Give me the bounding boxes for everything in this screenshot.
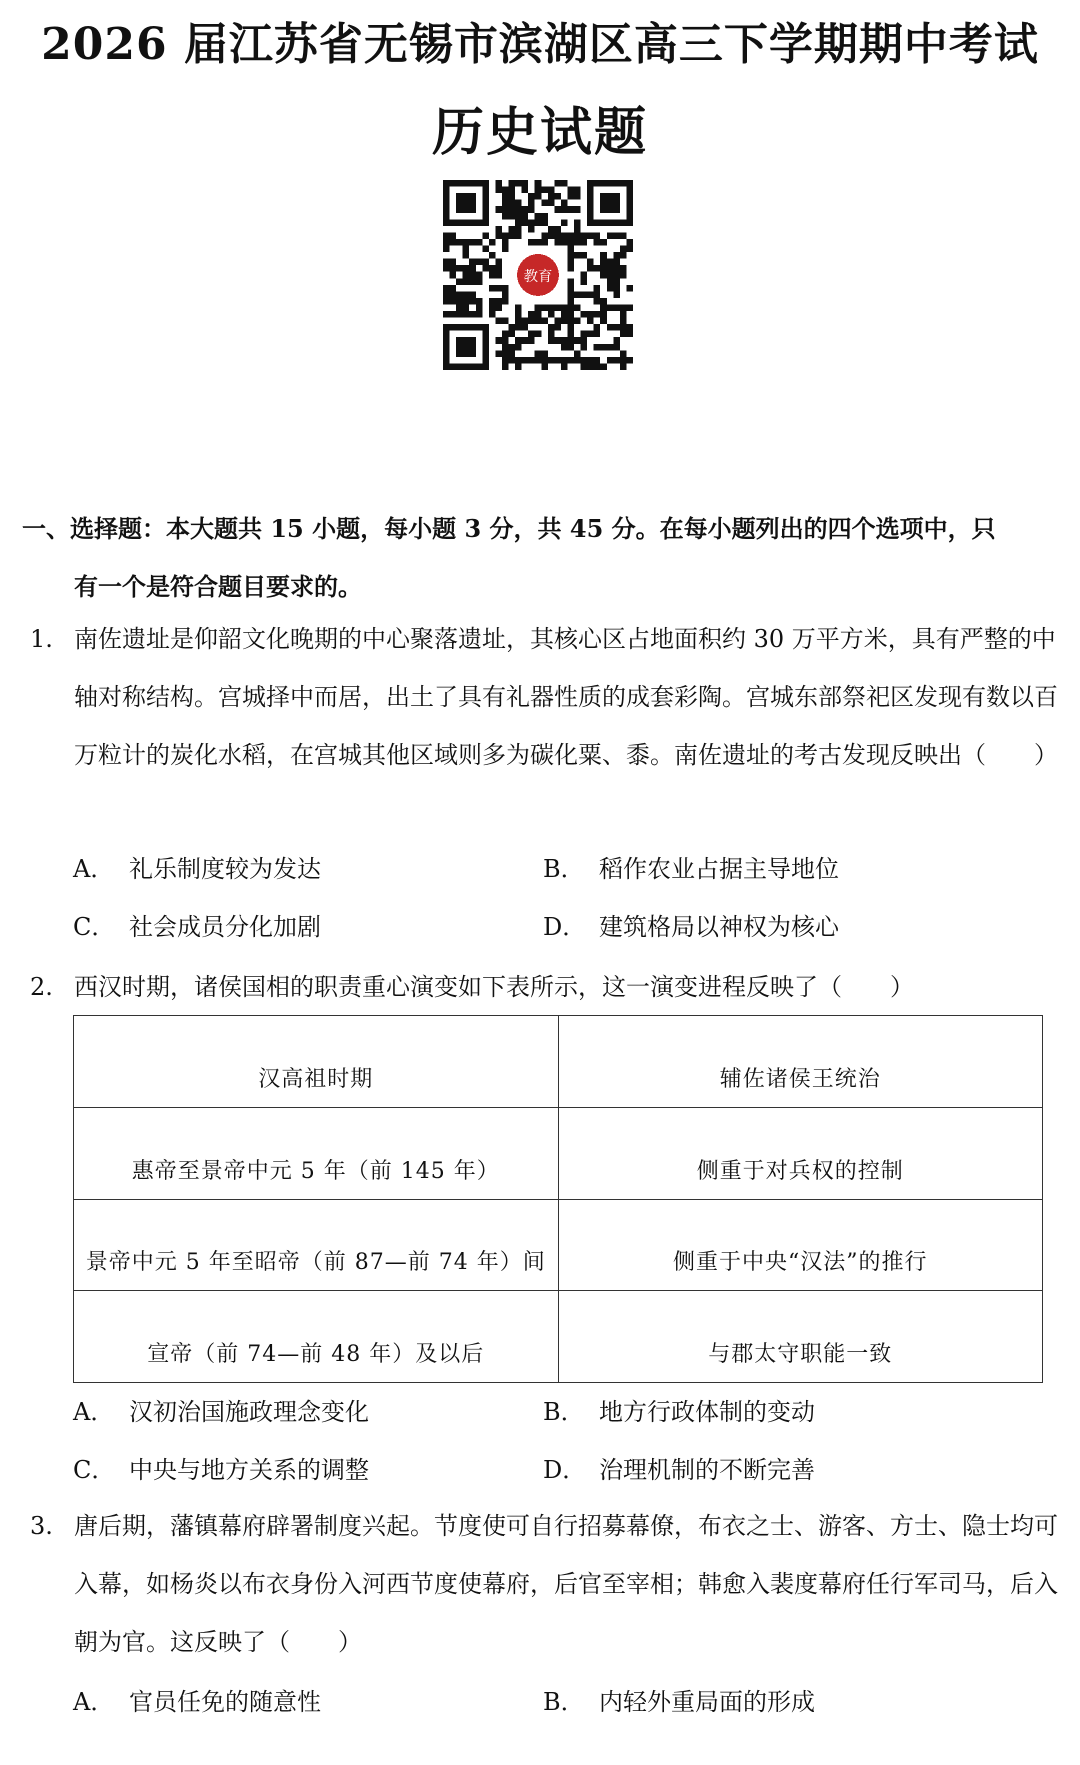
option-a[interactable] (73, 1396, 369, 1428)
table-cell: 侧重于对兵权的控制 (558, 1107, 1043, 1199)
option-letter: B． (543, 1688, 585, 1716)
option-d[interactable] (543, 911, 839, 943)
option-d[interactable] (543, 1454, 815, 1486)
option-text: 内轻外重局面的形成 (599, 1688, 815, 1716)
option-letter: B． (543, 1398, 585, 1426)
option-letter: A． (73, 1398, 115, 1426)
table-cell: 辅佐诸侯王统治 (558, 1016, 1043, 1108)
table-row (74, 1016, 1043, 1108)
option-c[interactable] (73, 911, 321, 943)
option-letter: C． (73, 1456, 116, 1484)
question-number: 3. (30, 1512, 53, 1540)
table-cell: 与郡太守职能一致 (558, 1291, 1043, 1383)
option-text: 汉初治国施政理念变化 (129, 1398, 369, 1426)
option-text: 建筑格局以神权为核心 (599, 913, 839, 941)
option-letter: D． (543, 1456, 587, 1484)
qr-code-icon[interactable] (443, 180, 633, 370)
table-row (74, 1107, 1043, 1199)
option-letter: A． (73, 1688, 115, 1716)
option-letter: D． (543, 913, 587, 941)
question-stem: 南佐遗址是仰韶文化晚期的中心聚落遗址，其核心区占地面积约 30 万平方米，具有严整的中轴对称结构。宫城择中而居，出土了具有礼器性质的成套彩陶。宫城东部祭祀区发现有数以百万粒计的炭化水稻，在宫城其他区域则多为碳化粟、黍。南佐遗址的考古发现反映出（ ） (74, 625, 1058, 769)
exam-title: 2026 届江苏省无锡市滨湖区高三下学期期中考试 (41, 19, 1039, 70)
question-3 (30, 1497, 1060, 1671)
table-cell: 汉高祖时期 (74, 1016, 559, 1108)
option-text: 社会成员分化加剧 (129, 913, 321, 941)
table-cell: 景帝中元 5 年至昭帝（前 87—前 74 年）间 (74, 1199, 559, 1291)
table-cell: 宣帝（前 74—前 48 年）及以后 (74, 1291, 559, 1383)
table-row (74, 1199, 1043, 1291)
option-c[interactable] (73, 1454, 369, 1486)
option-text: 地方行政体制的变动 (599, 1398, 815, 1426)
option-letter: B． (543, 855, 585, 883)
exam-subject-title: 历史试题 (431, 102, 648, 163)
section-heading-line-2: 有一个是符合题目要求的。 (74, 572, 362, 601)
option-text: 稻作农业占据主导地位 (599, 855, 839, 883)
option-b[interactable] (543, 853, 839, 885)
question-number: 1. (30, 625, 53, 653)
question-1 (30, 610, 1060, 784)
qr-logo-text: 教育 (523, 268, 553, 285)
data-table (73, 1015, 1043, 1383)
option-letter: C． (73, 913, 116, 941)
table-row (74, 1291, 1043, 1383)
option-a[interactable] (73, 1686, 321, 1718)
question-stem: 唐后期，藩镇幕府辟署制度兴起。节度使可自行招募幕僚，布衣之士、游客、方士、隐士均可入幕，如杨炎以布衣身份入河西节度使幕府，后官至宰相；韩愈入裴度幕府任行军司马，后入朝为官。这反映了（ ） (74, 1512, 1058, 1656)
option-b[interactable] (543, 1396, 815, 1428)
option-text: 官员任免的随意性 (129, 1688, 321, 1716)
table-cell: 惠帝至景帝中元 5 年（前 145 年） (74, 1107, 559, 1199)
question-number: 2. (30, 973, 53, 1001)
option-text: 治理机制的不断完善 (599, 1456, 815, 1484)
table-cell: 侧重于中央“汉法”的推行 (558, 1199, 1043, 1291)
qr-center-logo (512, 249, 564, 301)
question-stem: 西汉时期，诸侯国相的职责重心演变如下表所示，这一演变进程反映了（ ） (74, 973, 914, 1001)
option-b[interactable] (543, 1686, 815, 1718)
option-text: 中央与地方关系的调整 (129, 1456, 369, 1484)
option-a[interactable] (73, 853, 321, 885)
section-heading-line-1: 一、选择题：本大题共 15 小题，每小题 3 分，共 45 分。在每小题列出的四个选项中，只 (22, 514, 996, 543)
option-letter: A． (73, 855, 115, 883)
option-text: 礼乐制度较为发达 (129, 855, 321, 883)
section-heading (22, 500, 1062, 616)
question-2 (30, 958, 1060, 1016)
